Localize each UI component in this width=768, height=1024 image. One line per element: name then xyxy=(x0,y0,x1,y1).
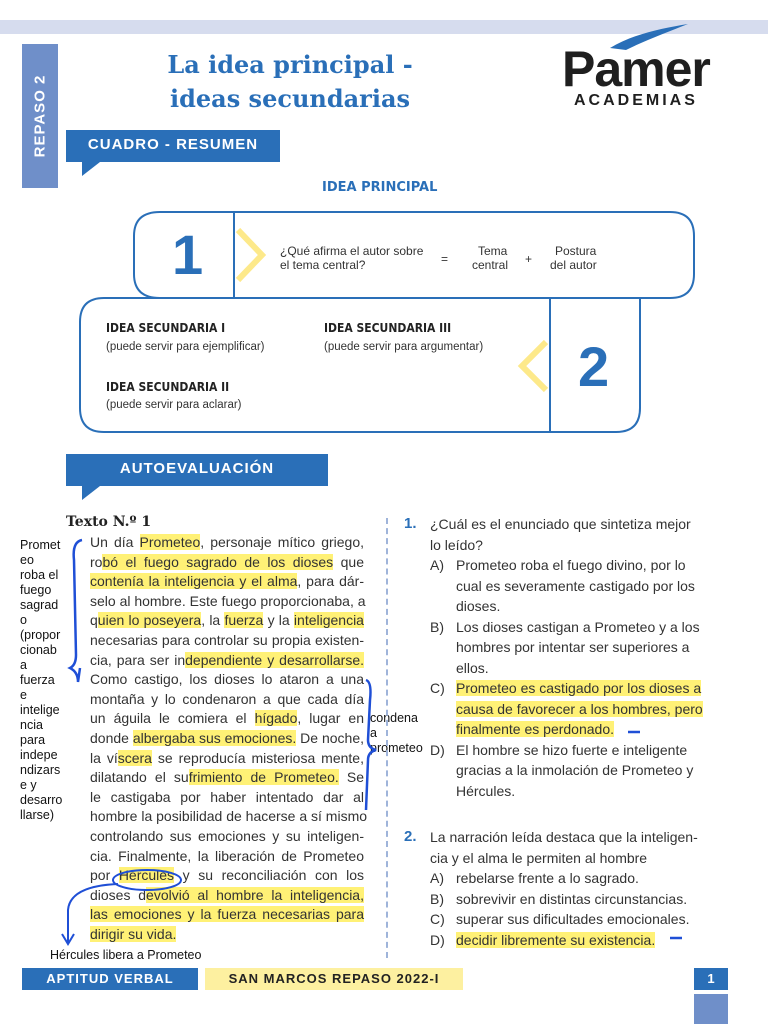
option-text-line: gracias a la inmolación de Prometeo y xyxy=(456,762,694,778)
footer-strip xyxy=(694,994,728,1024)
question-stem xyxy=(430,514,706,555)
self-evaluation-banner: AUTOEVALUACIÓN xyxy=(66,454,328,486)
passage-text: por xyxy=(90,867,119,884)
passage-text: que xyxy=(333,553,364,570)
note-line: llarse) xyxy=(20,808,55,822)
option-text-line: decidir libremente su existencia. xyxy=(456,931,656,948)
option-text-line: Prometeo es castigado por los dioses a xyxy=(456,680,702,696)
passage-text: y la xyxy=(263,612,294,629)
passage-text: , personaje mítico griego, xyxy=(200,534,364,550)
footer-course: SAN MARCOS REPASO 2022-I xyxy=(205,968,463,990)
question-stem-line: ¿Cuál es el enunciado que sintetiza mejor xyxy=(430,516,691,532)
question-stem-line: La narración leída destaca que la inteligen- xyxy=(430,829,698,845)
highlighted-text: contenía la inteligencia y el alma xyxy=(90,573,298,590)
option-text xyxy=(456,555,708,617)
highlighted-text: dependiente y desarrollarse. xyxy=(185,651,364,668)
answer-option[interactable] xyxy=(430,889,710,910)
note-line: fuerza xyxy=(20,673,55,687)
highlighted-text: fuerza xyxy=(224,612,264,629)
option-text xyxy=(456,889,708,910)
option-text-line: finalmente es perdonado. xyxy=(456,721,614,737)
note-line: o xyxy=(20,613,27,627)
passage-text: un águila le comiera el xyxy=(90,710,255,727)
passage-text: selo al hombre. Este fuego proporcionaba, a xyxy=(90,592,366,609)
highlighted-text: hígado xyxy=(254,710,298,727)
note-line: cionab xyxy=(20,643,57,657)
note-line: fuego xyxy=(20,583,52,597)
question-number: 2. xyxy=(404,828,417,845)
option-text-line: hombres por intentar ser superiores a xyxy=(456,639,690,655)
note-line: a xyxy=(20,658,27,672)
brand-logo-word: Pamer xyxy=(562,41,710,97)
option-letter: A) xyxy=(430,557,444,573)
option-text-line: rebelarse frente a lo sagrado. xyxy=(456,870,639,886)
main-idea-number: 1 xyxy=(172,223,204,286)
note-line: indepe xyxy=(20,748,58,762)
option-letter: B) xyxy=(430,618,444,635)
note-line: desarro xyxy=(20,793,63,807)
note-line: condena xyxy=(370,711,418,725)
secondary-idea-1-subtitle: (puede servir para ejemplificar) xyxy=(106,341,265,353)
note-line: para xyxy=(20,733,46,747)
main-idea-heading: IDEA PRINCIPAL xyxy=(322,180,438,195)
answer-option[interactable] xyxy=(430,909,710,930)
summary-banner: CUADRO - RESUMEN xyxy=(66,130,280,162)
passage-text: dioses d xyxy=(90,886,147,903)
option-letter: B) xyxy=(430,890,444,907)
passage-text: la ví xyxy=(90,749,118,766)
page-number: 1 xyxy=(694,968,728,990)
tema-label-line-1: Tema xyxy=(478,244,508,258)
postura-label-line-1: Postura xyxy=(555,244,597,258)
highlighted-text: bó el fuego sagrado de los dioses xyxy=(102,553,334,570)
secondary-idea-3-subtitle: (puede servir para argumentar) xyxy=(324,341,484,353)
option-text-line: Hércules. xyxy=(456,782,516,799)
question-stem xyxy=(430,827,706,868)
passage-text: De noche, xyxy=(296,729,364,746)
postura-label-line-2: del autor xyxy=(550,258,597,272)
passage-text: necesarias para controlar su propia existen- xyxy=(90,631,364,648)
option-text-line: sobrevivir en distintas circunstancias. xyxy=(456,890,688,907)
note-line: Promet xyxy=(20,538,61,552)
footer-subject: APTITUD VERBAL xyxy=(22,968,198,990)
note-line: intelige xyxy=(20,703,60,717)
answer-option[interactable] xyxy=(430,617,710,679)
passage-text: Se xyxy=(338,769,364,786)
brand-logo-subtitle: ACADEMIAS xyxy=(574,92,698,109)
answer-option[interactable] xyxy=(430,740,710,802)
highlighted-text: uien lo poseyera xyxy=(97,612,202,629)
passage-text: y su reconciliación con los xyxy=(174,867,364,884)
option-letter: C) xyxy=(430,680,445,696)
note-line: eo xyxy=(20,553,34,567)
answer-option[interactable] xyxy=(430,930,710,951)
passage-text: Un día xyxy=(90,534,140,550)
highlighted-text: scera xyxy=(117,749,152,766)
passage-text: hombre la posibilidad de hacerse a sí mismo xyxy=(90,808,368,825)
text-number-title: Texto N.º 1 xyxy=(66,514,152,530)
passage-text: Como castigo, los dioses lo ataron a una xyxy=(90,671,364,688)
plus-sign: + xyxy=(525,252,533,266)
passage-text: cia. Finalmente, la liberación de Prometeo xyxy=(90,847,364,864)
option-text xyxy=(456,909,708,930)
option-letter: A) xyxy=(430,870,444,886)
answer-option[interactable] xyxy=(430,555,710,617)
option-text xyxy=(456,930,708,951)
highlighted-text: albergaba sus emociones. xyxy=(132,729,297,746)
column-divider xyxy=(386,518,388,958)
option-text xyxy=(456,617,708,679)
note-line: sagrad xyxy=(20,598,59,612)
option-text-line: dioses. xyxy=(456,598,501,614)
note-line: roba el xyxy=(20,568,59,582)
option-text-line: causa de favorecer a los hombres, pero xyxy=(456,700,703,717)
passage-text: q xyxy=(90,612,98,629)
highlighted-text: inteligencia xyxy=(293,612,364,629)
margin-note-hercules: Hércules libera a Prometeo xyxy=(50,948,202,962)
secondary-idea-2-title: IDEA SECUNDARIA II xyxy=(106,380,230,394)
note-line: ncia xyxy=(20,718,43,732)
option-text-line: Los dioses castigan a Prometeo y a los xyxy=(456,618,700,635)
tema-label-line-2: central xyxy=(472,258,509,272)
passage-text: se reproducía misteriosa mente, xyxy=(151,749,364,766)
passage-text: , la xyxy=(201,612,225,629)
page-title-line-2: ideas secundarias xyxy=(169,84,411,113)
note-line: prometeo xyxy=(370,741,423,755)
page-title-line-1: La idea principal - xyxy=(167,50,413,79)
option-text-line: Prometeo roba el fuego divino, por lo xyxy=(456,557,686,573)
answer-option[interactable] xyxy=(430,868,710,889)
passage-text: donde xyxy=(90,729,133,746)
question-stem-line: lo leído? xyxy=(430,536,483,553)
side-tab-label: REPASO 2 xyxy=(31,74,49,158)
note-line: (propor xyxy=(20,628,61,642)
note-line: ndizars xyxy=(20,763,61,777)
question-stem-line: cia y el alma le permiten al hombre xyxy=(430,849,648,866)
passage-text: dilatando el su xyxy=(90,769,189,786)
highlighted-text: Prometeo xyxy=(139,534,201,550)
main-idea-question-line-1: ¿Qué afirma el autor sobre xyxy=(280,244,424,258)
option-text xyxy=(456,740,708,802)
highlighted-text: Hércules xyxy=(118,867,175,884)
option-letter: D) xyxy=(430,741,445,758)
passage-text: cia, para ser in xyxy=(90,651,186,668)
main-idea-question-line-2: el tema central? xyxy=(280,258,366,272)
highlighted-text: frimiento de Prometeo. xyxy=(188,769,339,786)
secondary-idea-3-title: IDEA SECUNDARIA III xyxy=(324,321,452,335)
option-text-line: cual es severamente castigado por los xyxy=(456,577,695,594)
passage-text: , lugar en xyxy=(297,710,364,727)
passage-text: montaña y lo condenaron a que cada día xyxy=(90,690,364,707)
note-line: e xyxy=(20,688,27,702)
equals-sign: = xyxy=(441,252,449,266)
highlighted-text: evolvió al hombre la inteligencia, xyxy=(146,886,364,903)
highlighted-text: las emociones y la fuerza necesarias para xyxy=(90,906,364,923)
secondary-idea-2-subtitle: (puede servir para aclarar) xyxy=(106,399,242,411)
passage-text: le castigaba por haber intentado dar al xyxy=(90,788,364,805)
option-text xyxy=(456,678,708,740)
option-letter: D) xyxy=(430,931,445,948)
option-text xyxy=(456,868,708,889)
question-number: 1. xyxy=(404,515,417,532)
highlighted-text: dirigir su vida. xyxy=(90,925,177,942)
note-line: e y xyxy=(20,778,37,792)
passage-text: , para dár- xyxy=(297,573,364,590)
answer-option[interactable] xyxy=(430,678,710,740)
option-text-line: superar sus dificultades emocionales. xyxy=(456,911,690,927)
option-letter: C) xyxy=(430,911,445,927)
passage-text: ro xyxy=(90,553,103,570)
option-text-line: El hombre se hizo fuerte e inteligente xyxy=(456,741,688,758)
secondary-idea-1-title: IDEA SECUNDARIA I xyxy=(106,321,226,335)
secondary-idea-number: 2 xyxy=(578,335,610,398)
passage-text: controlando sus emociones y su inteligen- xyxy=(90,827,364,844)
option-text-line: ellos. xyxy=(456,659,489,676)
note-line: a xyxy=(370,726,377,740)
